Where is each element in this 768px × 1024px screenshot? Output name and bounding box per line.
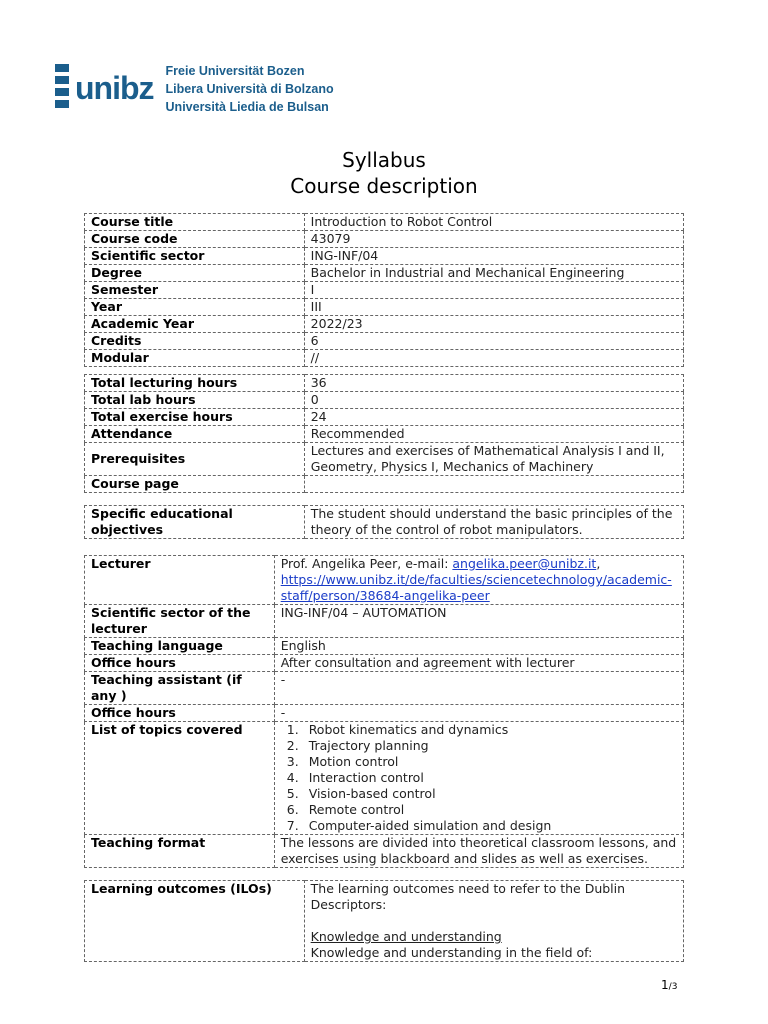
row-value: 2022/23	[304, 316, 683, 333]
row-value: Recommended	[304, 426, 683, 443]
page-current: 1	[661, 978, 669, 992]
row-value: The student should understand the basic principles of the theory of the control of robot manipulators.	[304, 506, 683, 539]
list-item: 7. Computer-aided simulation and design	[303, 818, 677, 834]
lecturer-value	[274, 556, 683, 605]
row-value: After consultation and agreement with lecturer	[274, 655, 683, 672]
row-label: Year	[85, 299, 305, 316]
row-label: Office hours	[85, 655, 275, 672]
logo-name-de: Freie Universität Bozen	[165, 64, 305, 78]
row-label: Attendance	[85, 426, 305, 443]
list-item: 4. Interaction control	[303, 770, 677, 786]
topics-list	[281, 722, 677, 834]
page-number: 1/3	[661, 978, 678, 992]
table-row	[85, 350, 684, 367]
table-row	[85, 881, 684, 962]
row-value: Introduction to Robot Control	[304, 214, 683, 231]
row-label: Total lecturing hours	[85, 375, 305, 392]
table-row	[85, 638, 684, 655]
row-value: III	[304, 299, 683, 316]
table-row	[85, 722, 684, 835]
university-logo	[55, 62, 334, 116]
document-subtitle: Course description	[290, 174, 478, 198]
row-value: English	[274, 638, 683, 655]
row-label: Learning outcomes (ILOs)	[85, 881, 305, 962]
table-row	[85, 316, 684, 333]
list-item: 5. Vision-based control	[303, 786, 677, 802]
row-value	[304, 476, 683, 493]
outcomes-intro: The learning outcomes need to refer to the Dublin Descriptors:	[310, 881, 626, 912]
table-row	[85, 556, 684, 605]
list-item: 3. Motion control	[303, 754, 677, 770]
table-row	[85, 655, 684, 672]
table-row	[85, 605, 684, 638]
logo-name-lld: Università Liedia de Bulsan	[165, 100, 329, 114]
lecturer-table	[84, 555, 684, 868]
row-label: Course title	[85, 214, 305, 231]
table-row	[85, 248, 684, 265]
row-label: Total lab hours	[85, 392, 305, 409]
row-label: Course code	[85, 231, 305, 248]
logo-university-names	[166, 62, 334, 116]
document-title: Syllabus	[342, 148, 426, 172]
table-row	[85, 392, 684, 409]
lecturer-profile-link[interactable]: https://www.unibz.it/de/faculties/sciencetechnology/academic-staff/person/38684-angelika-peer	[280, 572, 672, 603]
course-info-table	[84, 213, 684, 367]
row-value: 6	[304, 333, 683, 350]
table-row	[85, 333, 684, 350]
logo-bars-icon	[55, 64, 69, 108]
row-value: ING-INF/04 – AUTOMATION	[274, 605, 683, 638]
row-label: Teaching assistant (if any )	[85, 672, 275, 705]
row-label: Teaching format	[85, 835, 275, 868]
table-row	[85, 299, 684, 316]
row-value: Bachelor in Industrial and Mechanical Engineering	[304, 265, 683, 282]
table-row	[85, 231, 684, 248]
lecturer-name: Prof. Angelika Peer, e-mail:	[280, 556, 453, 571]
list-item: 6. Remote control	[303, 802, 677, 818]
outcomes-value	[304, 881, 683, 962]
row-value: 0	[304, 392, 683, 409]
row-label: Modular	[85, 350, 305, 367]
lecturer-comma: ,	[596, 556, 601, 571]
outcomes-text: Knowledge and understanding in the field of:	[310, 945, 593, 960]
logo-wordmark: unibz	[75, 70, 154, 106]
list-item: 2. Trajectory planning	[303, 738, 677, 754]
row-label: Prerequisites	[85, 443, 305, 476]
hours-table	[84, 374, 684, 493]
table-row	[85, 214, 684, 231]
table-row	[85, 835, 684, 868]
row-label: Degree	[85, 265, 305, 282]
table-row	[85, 705, 684, 722]
row-value: Lectures and exercises of Mathematical Analysis I and II, Geometry, Physics I, Mechanics of Machinery	[304, 443, 683, 476]
row-value: 24	[304, 409, 683, 426]
row-label: Credits	[85, 333, 305, 350]
row-label: Academic Year	[85, 316, 305, 333]
table-row	[85, 426, 684, 443]
lecturer-email-link[interactable]: angelika.peer@unibz.it	[452, 556, 597, 571]
table-row	[85, 375, 684, 392]
page-total: 3	[671, 982, 678, 992]
objectives-table	[84, 505, 684, 539]
table-row	[85, 265, 684, 282]
topics-value	[274, 722, 683, 835]
logo-name-it: Libera Università di Bolzano	[165, 82, 334, 96]
row-value: ING-INF/04	[304, 248, 683, 265]
row-value: 43079	[304, 231, 683, 248]
table-row	[85, 506, 684, 539]
row-label: Office hours	[85, 705, 275, 722]
row-value: -	[274, 705, 683, 722]
table-row	[85, 282, 684, 299]
row-label: Lecturer	[85, 556, 275, 605]
row-value: -	[274, 672, 683, 705]
row-value: The lessons are divided into theoretical classroom lessons, and exercises using blackboard and slides as well as exercises.	[274, 835, 683, 868]
learning-outcomes-table	[84, 880, 684, 962]
table-row	[85, 672, 684, 705]
outcomes-heading: Knowledge and understanding	[310, 929, 502, 944]
row-label: Scientific sector of the lecturer	[85, 605, 275, 638]
row-label: Course page	[85, 476, 305, 493]
row-value: I	[304, 282, 683, 299]
row-label: Total exercise hours	[85, 409, 305, 426]
row-label: Specific educational objectives	[85, 506, 305, 539]
row-label: List of topics covered	[85, 722, 275, 835]
row-label: Scientific sector	[85, 248, 305, 265]
list-item: 1. Robot kinematics and dynamics	[303, 722, 677, 738]
row-value: //	[304, 350, 683, 367]
row-label: Teaching language	[85, 638, 275, 655]
row-value: 36	[304, 375, 683, 392]
table-row	[85, 409, 684, 426]
table-row	[85, 476, 684, 493]
table-row	[85, 443, 684, 476]
row-label: Semester	[85, 282, 305, 299]
